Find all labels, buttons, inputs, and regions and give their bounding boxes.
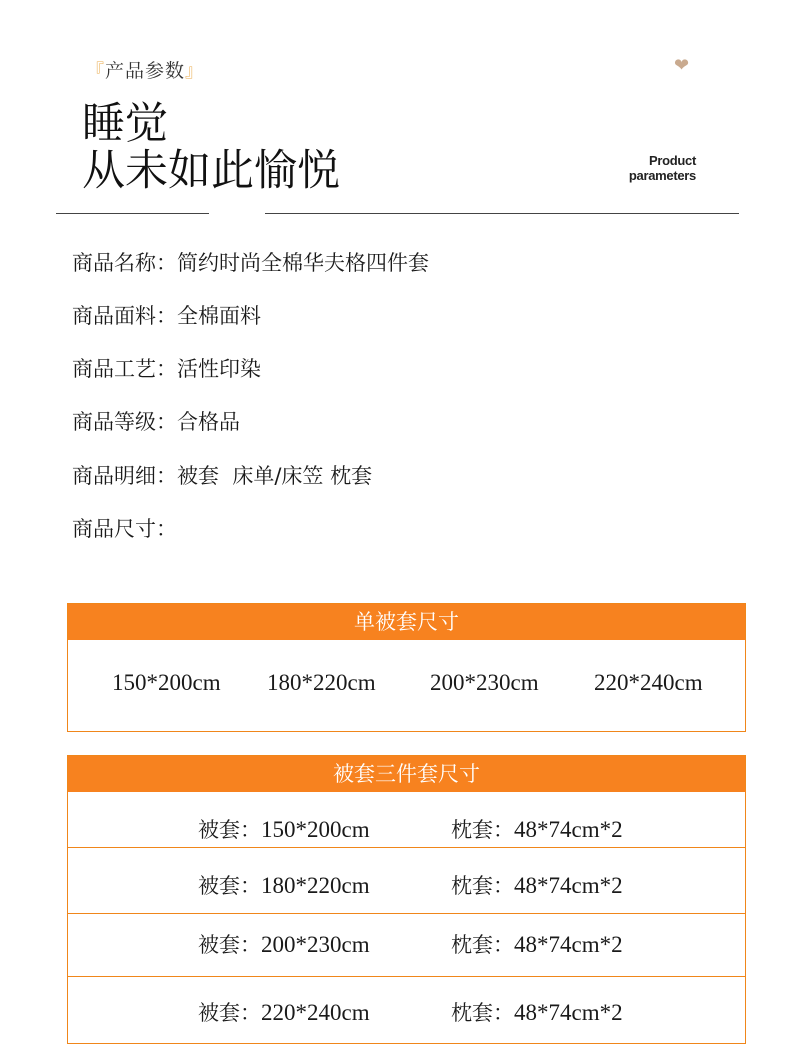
pillow-size-cell	[451, 814, 623, 844]
spec-label: 商品尺寸：	[72, 517, 177, 541]
table-row	[68, 976, 745, 1042]
spec-row-name	[72, 253, 429, 274]
pillow-label: 枕套：	[451, 933, 514, 957]
pillow-size-cell	[451, 997, 623, 1027]
single-cover-title: 单被套尺寸	[68, 604, 745, 640]
divider-left	[56, 213, 209, 214]
cover-label: 被套：	[198, 818, 261, 842]
spec-row-fabric	[72, 306, 261, 327]
spec-value: 被套 床单/床笠 枕套	[177, 464, 373, 488]
three-piece-rows	[68, 792, 745, 1042]
cover-size: 150*200cm	[261, 817, 370, 842]
spec-label: 商品等级：	[72, 410, 177, 434]
cover-size: 180*220cm	[261, 873, 370, 898]
spec-value: 活性印染	[177, 357, 261, 381]
english-subtitle	[600, 153, 696, 183]
english-subtitle-line-1: Product	[648, 153, 696, 168]
pillow-label: 枕套：	[451, 1001, 514, 1025]
cover-label: 被套：	[198, 933, 261, 957]
single-cover-table	[67, 603, 746, 732]
cover-size: 220*240cm	[261, 1000, 370, 1025]
size-option: 200*230cm	[430, 670, 539, 695]
spec-row-details	[72, 466, 372, 487]
spec-row-grade	[72, 412, 240, 433]
tag-close-bracket: 』	[185, 61, 205, 82]
pillow-size: 48*74cm*2	[514, 932, 623, 957]
heart-icon: ❤	[674, 55, 690, 76]
spec-row-size	[72, 519, 177, 540]
spec-label: 商品工艺：	[72, 357, 177, 381]
headline-line-1: 睡觉	[82, 99, 168, 149]
cover-size-cell	[198, 997, 370, 1027]
cover-size-cell	[198, 870, 370, 900]
tag-open-bracket: 『	[86, 61, 105, 82]
three-piece-title: 被套三件套尺寸	[68, 756, 745, 792]
spec-label: 商品面料：	[72, 304, 177, 328]
english-subtitle-line-2: parameters	[628, 168, 696, 183]
spec-value: 合格品	[177, 410, 240, 434]
headline-line-2: 从未如此愉悦	[82, 146, 340, 196]
spec-value: 简约时尚全棉华夫格四件套	[177, 251, 429, 275]
table-row	[68, 913, 745, 976]
pillow-size: 48*74cm*2	[514, 873, 623, 898]
cover-label: 被套：	[198, 874, 261, 898]
pillow-size: 48*74cm*2	[514, 1000, 623, 1025]
spec-value: 全棉面料	[177, 304, 261, 328]
spec-row-craft	[72, 359, 261, 380]
size-option: 220*240cm	[594, 670, 703, 695]
three-piece-table	[67, 755, 746, 1044]
cover-size-cell	[198, 814, 370, 844]
single-cover-sizes	[68, 640, 745, 730]
pillow-label: 枕套：	[451, 818, 514, 842]
table-row	[68, 792, 745, 847]
size-option: 180*220cm	[267, 670, 376, 695]
spec-label: 商品名称：	[72, 251, 177, 275]
cover-size: 200*230cm	[261, 932, 370, 957]
section-tag	[86, 56, 204, 83]
cover-label: 被套：	[198, 1001, 261, 1025]
size-option: 150*200cm	[112, 670, 221, 695]
tag-label: 产品参数	[105, 60, 186, 82]
spec-label: 商品明细：	[72, 464, 177, 488]
pillow-size: 48*74cm*2	[514, 817, 623, 842]
pillow-size-cell	[451, 929, 623, 959]
table-row	[68, 847, 745, 913]
cover-size-cell	[198, 929, 370, 959]
divider-right	[265, 213, 739, 214]
pillow-size-cell	[451, 870, 623, 900]
pillow-label: 枕套：	[451, 874, 514, 898]
